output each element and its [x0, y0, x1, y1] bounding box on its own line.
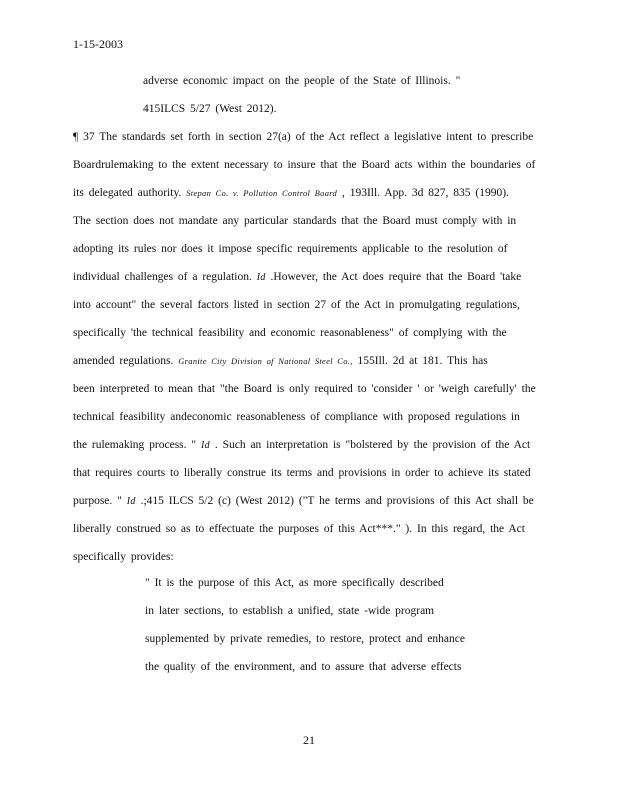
paragraph-line-6-text: individual challenges of a regulation. — [73, 271, 252, 283]
paragraph-line-13: that requires courts to liberally construe its terms and provisions in order to achieve its stated — [73, 467, 531, 479]
paragraph-line-3-text: its delegated authority. — [73, 187, 182, 199]
paragraph-line-4: The section does not mandate any particular standards that the Board must comply with in — [73, 215, 517, 227]
paragraph-line-12 — [73, 437, 533, 454]
case-citation-granite-city: Granite City Division of National Steel Co., — [178, 356, 353, 366]
paragraph-line-9 — [73, 353, 533, 369]
paragraph-line-9-text: amended regulations. — [73, 355, 174, 367]
paragraph-line-12-quote: " — [191, 439, 197, 451]
paragraph-line-2: Boardrulemaking to the extent necessary to insure that the Board acts within the boundaries of — [73, 159, 536, 171]
id-citation: Id — [126, 496, 136, 507]
block-quote-line-2: in later sections, to establish a unified, state -wide program — [145, 605, 435, 617]
block-quote-line-4: the quality of the environment, and to assure that adverse effects — [145, 661, 462, 673]
case-citation-granite-city-reporter: 155Ill. 2d at 181. This has — [352, 355, 488, 367]
paragraph-line-10: been interpreted to mean that "the Board is only required to 'consider ' or 'weigh carefully' the — [73, 383, 536, 395]
paragraph-line-15: liberally construed so as to effectuate the purposes of this Act***." ). In this regard, the Act — [73, 523, 525, 535]
paragraph-line-12-rest: . Such an interpretation is "bolstered by the provision of the Act — [209, 439, 531, 451]
paragraph-line-16: specifically provides: — [73, 551, 174, 563]
block-quote-line-3: supplemented by private remedies, to restore, protect and enhance — [145, 633, 465, 645]
paragraph-line-11: technical feasibility andeconomic reasonableness of compliance with proposed regulations in — [73, 411, 520, 423]
id-citation: Id — [201, 440, 210, 451]
quote-tail-line-1: adverse economic impact on the people of the State of Illinois. " — [143, 75, 461, 87]
quote-tail-line-2: 415ILCS 5/27 (West 2012). — [143, 103, 277, 115]
paragraph-line-14 — [73, 493, 533, 510]
paragraph-line-5: adopting its rules nor does it impose specific requirements applicable to the resolution of — [73, 243, 508, 255]
paragraph-line-8: specifically 'the technical feasibility and economic reasonableness" of complying with the — [73, 327, 507, 339]
header-date: 1-15-2003 — [73, 37, 123, 51]
paragraph-line-14-text: purpose. — [73, 495, 113, 507]
paragraph-line-14-quote: " — [112, 495, 127, 507]
block-quote-line-1: " It is the purpose of this Act, as more specifically described — [145, 577, 444, 589]
case-citation-stepan-reporter: , 193Ill. App. 3d 827, 835 (1990). — [337, 187, 509, 199]
paragraph-line-3 — [73, 185, 533, 201]
paragraph-line-1: ¶ 37 The standards set forth in section 27(a) of the Act reflect a legislative intent to prescribe — [73, 131, 534, 143]
paragraph-line-7: into account" the several factors listed in section 27 of the Act in promulgating regulations, — [73, 299, 520, 311]
paragraph-line-6-rest: .However, the Act does require that the Board 'take — [265, 271, 522, 283]
case-citation-stepan: Stepan Co. v. Pollution Control Board — [186, 188, 338, 198]
paragraph-line-6 — [73, 269, 533, 286]
paragraph-line-14-rest: .;415 ILCS 5/2 (c) (West 2012) ("T he terms and provisions of this Act shall be — [135, 495, 534, 507]
id-citation: Id — [256, 272, 266, 283]
paragraph-line-12-text: the rulemaking process. — [73, 439, 187, 451]
page-number: 21 — [303, 733, 315, 747]
